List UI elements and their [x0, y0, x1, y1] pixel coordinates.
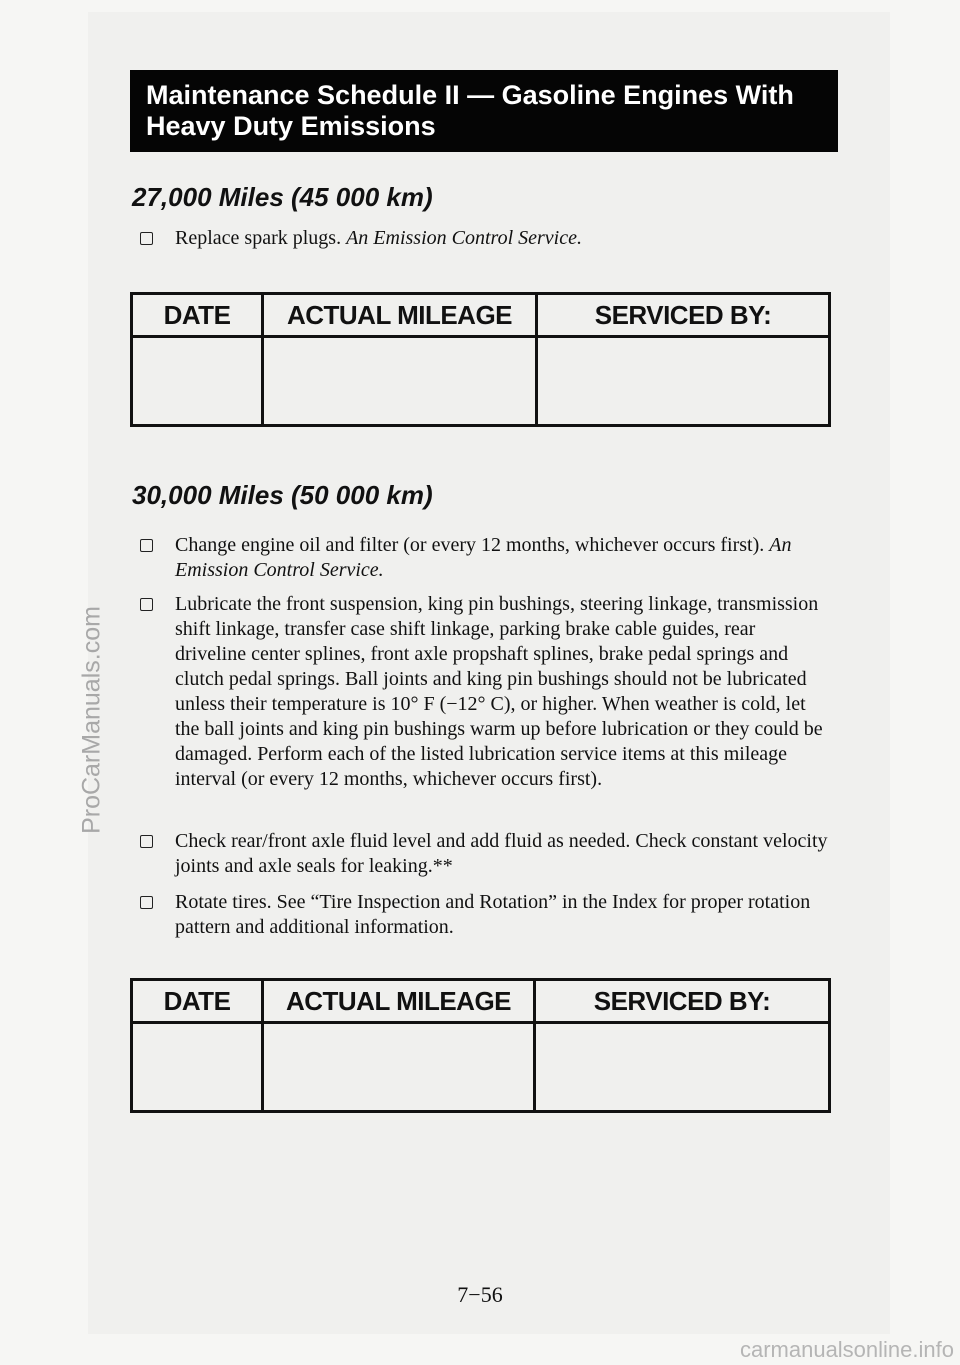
checklist-item	[140, 533, 830, 583]
side-watermark-text: ProCarManuals.com	[77, 606, 106, 834]
item-text: Lubricate the front suspension, king pin bushings, steering linkage, transmission shift linkage, transfer case shift linkage, parking brake cable guides, rear driveline center splines, front axle propshaft splines, brake pedal springs and clutch pedal springs. Ball joints and king pin bushings should not be lubricated unless their temperature is 10° F (−12° C), or higher. When weather is cold, let the ball joints and king pin bushings warm up before lubrication or they could be damaged. Perform each of the listed lubrication service items at this mileage interval (or every 12 months, whichever occurs first).	[175, 593, 823, 790]
section-title-30000: 30,000 Miles (50 000 km)	[132, 480, 433, 510]
log-cell-date[interactable]	[132, 337, 263, 426]
log-cell-mileage[interactable]	[263, 1023, 535, 1112]
header-line-1: Maintenance Schedule II — Gasoline Engines With	[146, 80, 794, 110]
bottom-watermark: carmanualsonline.info	[739, 1337, 954, 1362]
log-cell-serviced[interactable]	[537, 337, 830, 426]
log-header-serviced: SERVICED BY:	[537, 294, 830, 337]
service-log-table	[130, 978, 831, 1113]
header-line-2: Heavy Duty Emissions	[146, 111, 436, 141]
item-note: An Emission Control Service.	[175, 534, 792, 581]
checkbox-icon[interactable]	[140, 835, 153, 848]
item-text: Change engine oil and filter (or every 12 months, whichever occurs first).	[175, 534, 770, 556]
checkbox-icon[interactable]	[140, 598, 153, 611]
item-text: Rotate tires. See “Tire Inspection and Rotation” in the Index for proper rotation pattern and additional information.	[175, 891, 811, 938]
log-cell-date[interactable]	[132, 1023, 263, 1112]
checklist-item	[140, 226, 830, 251]
checkbox-icon[interactable]	[140, 896, 153, 909]
log-header-date: DATE	[132, 980, 263, 1023]
log-header-mileage: ACTUAL MILEAGE	[263, 294, 537, 337]
checkbox-icon[interactable]	[140, 539, 153, 552]
checkbox-icon[interactable]	[140, 232, 153, 245]
service-log-table	[130, 292, 831, 427]
item-text: Check rear/front axle fluid level and add fluid as needed. Check constant velocity joints and axle seals for leaking.**	[175, 830, 828, 877]
checklist-item	[140, 890, 830, 940]
checklist-item	[140, 592, 830, 792]
section-title-27000: 27,000 Miles (45 000 km)	[132, 182, 433, 212]
log-header-date: DATE	[132, 294, 263, 337]
log-header-mileage: ACTUAL MILEAGE	[263, 980, 535, 1023]
log-header-serviced: SERVICED BY:	[535, 980, 830, 1023]
item-text: Replace spark plugs.	[175, 227, 347, 249]
section-header	[130, 70, 838, 152]
checklist-item	[140, 829, 830, 879]
page-number: 7−56	[457, 1282, 503, 1307]
item-note: An Emission Control Service.	[346, 227, 582, 249]
log-cell-mileage[interactable]	[263, 337, 537, 426]
log-cell-serviced[interactable]	[535, 1023, 830, 1112]
